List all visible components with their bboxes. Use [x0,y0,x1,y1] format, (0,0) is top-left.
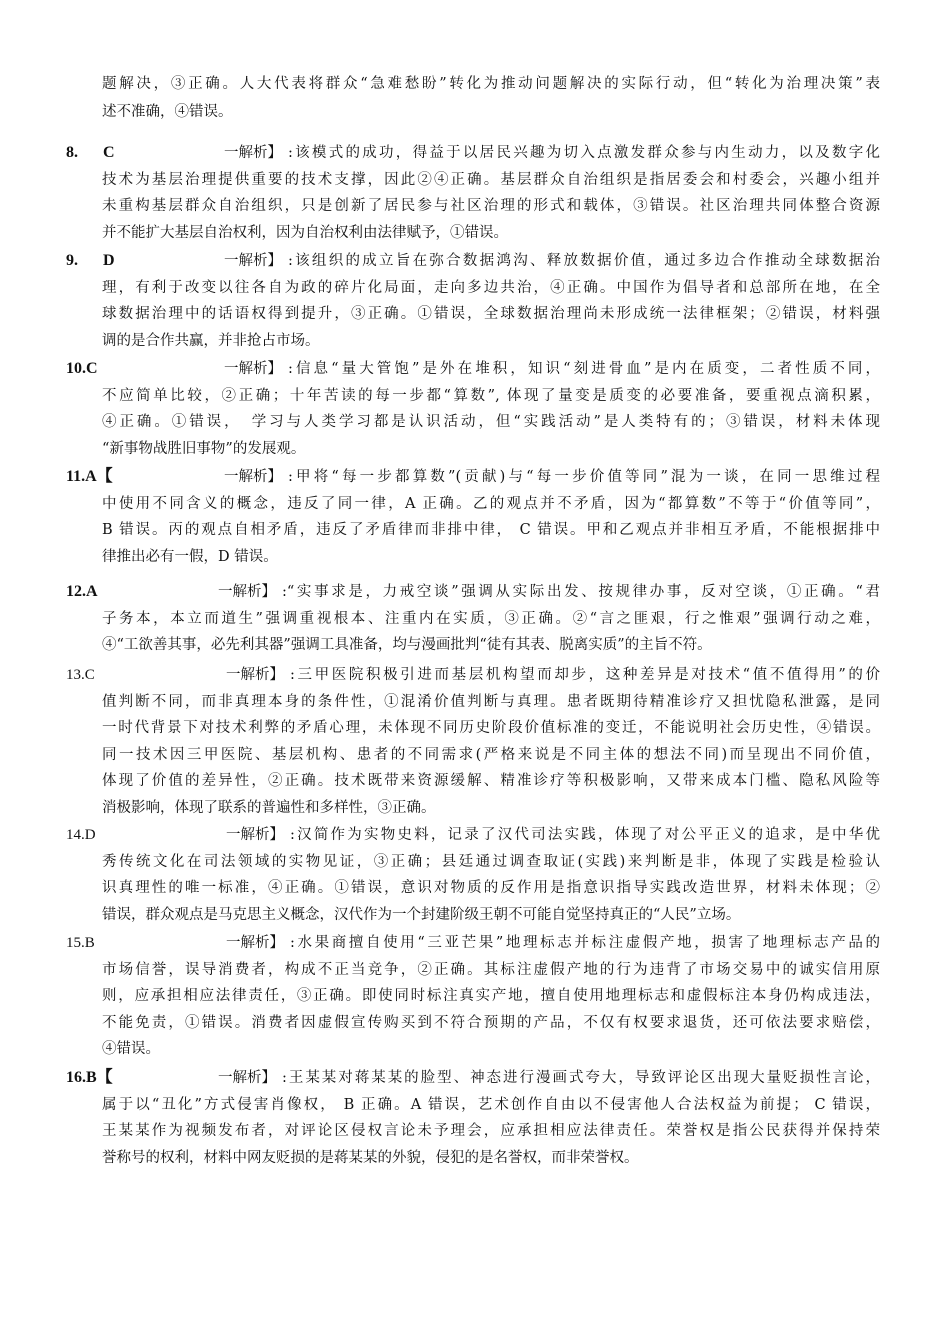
answer-letter: C [103,144,115,161]
analysis-label: 一解析】 [224,469,282,485]
text-line: 并不能扩大基层自治权利，因为自治权利由法律赋予，①错误。 [102,224,508,241]
answer-letter: D [103,252,115,269]
text-line: 球数据治理中的话语权得到提升，③正确。①错误，全球数据治理尚未形成统一法律框架；②错误，材料强 [102,306,880,322]
answer-item-11 [66,464,880,570]
text-line: :王某某对蒋某某的脸型、神态进行漫画式夸大，导致评论区出现大量贬损性言论， [282,1070,880,1086]
text-line: B 错误。丙的观点自相矛盾，违反了矛盾律而非排中律， C 错误。甲和乙观点并非相互矛盾，不能根据排中 [102,522,880,538]
text-line: 律推出必有一假，D 错误。 [102,548,278,565]
question-number: 16.B【 [66,1069,113,1086]
answer-item-12 [66,579,880,659]
text-line: 子务本，本立而道生”强调重视根本、注重内在实质，③正确。②“言之匪艰，行之惟艰”强调行动之难， [102,610,880,627]
text-line: 不应简单比较，②正确；十年苦读的每一步都“算数”, 体现了量变是质变的必要准备，要重视点滴积累， [102,387,880,404]
text-line: 属于以“丑化”方式侵害肖像权， B 正确。A 错误，艺术创作自由以不侵害他人合法权益为前提； C 错误， [102,1096,880,1113]
text-line: “新事物战胜旧事物”的发展观。 [102,440,306,457]
text-line: 值判断不同，而非真理本身的条件性，①混淆价值判断与真理。患者既期待精准诊疗又担忧隐私泄露，是同 [102,693,880,710]
text-line: ④正确。①错误， 学习与人类学习都是认识活动，但“实践活动”是人类特有的；③错误，材料未体现 [102,414,880,430]
analysis-label: 一解析】 [218,1070,276,1086]
text-line: :水果商擅自使用“三亚芒果”地理标志并标注虚假产地，损害了地理标志产品的 [290,935,880,951]
text-line: 秀传统文化在司法领域的实物见证，③正确；县廷通过调查取证(实践)来判断是非，体现了实践是检验认 [102,853,880,870]
text-line: 誉称号的权利，材料中网友贬损的是蒋某某的外貌，侵犯的是名誉权，而非荣誉权。 [102,1149,639,1166]
question-number: 12.A [66,583,98,600]
analysis-label: 一解析】 [224,361,282,377]
text-line: 错误，群众观点是马克思主义概念，汉代作为一个封建阶级王朝不可能自觉坚持真正的“人民”立场。 [102,906,741,923]
text-line: 王某某作为视频发布者，对评论区侵权言论未予理会，应承担相应法律责任。荣誉权是指公民获得并保持荣 [102,1123,880,1139]
answer-item-13 [66,662,880,821]
text-line: 一时代背景下对技术利弊的矛盾心理，未体现不同历史阶段价值标准的变迁，不能说明社会历史性，④错误。 [102,720,880,736]
text-line: :信息“量大管饱”是外在堆积，知识“刻进骨血”是内在质变，二者性质不同， [288,361,880,377]
continuation-paragraph [102,70,880,126]
answer-item-14 [66,822,880,928]
analysis-label: 一解析】 [226,667,284,683]
text-line: 市场信誉，误导消费者，构成不正当竞争，②正确。其标注虚假产地的行为违背了市场交易中的诚实信用原 [102,961,880,978]
analysis-label: 一解析】 [218,584,276,600]
text-line: 消极影响，体现了联系的普遍性和多样性，③正确。 [102,799,436,816]
text-line: :甲将“每一步都算数”(贡献)与“每一步价值等同”混为一谈，在同一思维过程 [288,469,880,485]
answer-item-16 [66,1065,880,1171]
analysis-label: 一解析】 [224,253,282,269]
text-line: 不能免责，①错误。消费者因虚假宣传购买到不符合预期的产品，不仅有权要求退货，还可依法要求赔偿， [102,1014,880,1031]
text-line: ④错误。 [102,1041,160,1057]
text-line: 调的是合作共赢，并非抢占市场。 [102,332,320,349]
answer-item-9 [66,248,880,354]
text-line: 体现了价值的差异性，②正确。技术既带来资源缓解、精准诊疗等积极影响，又带来成本门槛、隐私风险等 [102,773,880,789]
text-line: 同一技术因三甲医院、基层机构、患者的不同需求(严格来说是不同主体的想法不同)而呈现出不同价值， [102,746,880,763]
text-line: 理，有利于改变以往各自为政的碎片化局面，走向多边共治，④正确。中国作为倡导者和总部所在地，在全 [102,279,880,296]
analysis-label: 一解析】 [226,827,284,843]
question-number: 13.C [66,667,95,683]
answer-item-8 [66,140,880,246]
question-number: 10.C [66,360,98,377]
question-number: 15.B [66,935,95,951]
analysis-label: 一解析】 [224,145,282,161]
answer-item-15 [66,930,880,1063]
text-line: 述不准确，④错误。 [102,104,233,120]
text-line: 未重构基层群众自治组织，只是创新了居民参与社区治理的形式和载体，③错误。社区治理共同体整合资源 [102,198,880,214]
text-line: :“实事求是，力戒空谈”强调从实际出发、按规律办事，反对空谈，①正确。“君 [282,584,880,600]
question-number: 9. [66,252,78,269]
question-number: 11.A【 [66,468,113,485]
text-line: 识真理性的唯一标准，④正确。①错误，意识对物质的反作用是指意识指导实践改造世界，材料未体现；② [102,880,880,896]
text-line: ④“工欲善其事，必先利其器”强调工具准备，均与漫画批判“徒有其表、脱离实质”的主旨不符。 [102,637,712,653]
text-line: 则，应承担相应法律责任，③正确。即使同时标注真实产地，擅自使用地理标志和虚假标注本身仍构成违法， [102,988,880,1004]
question-number: 8. [66,144,78,161]
analysis-label: 一解析】 [226,935,284,951]
text-line: :该组织的成立旨在弥合数据鸿沟、释放数据价值，通过多边合作推动全球数据治 [288,253,880,269]
text-line: :汉简作为实物史料，记录了汉代司法实践，体现了对公平正义的追求，是中华优 [290,827,880,843]
text-line: 题解决，③正确。人大代表将群众“急难愁盼”转化为推动问题解决的实际行动，但“转化为治理决策”表 [102,76,880,92]
text-line: :三甲医院积极引进而基层机构望而却步，这种差异是对技术“值不值得用”的价 [290,667,880,683]
answer-item-10 [66,356,880,462]
text-line: 技术为基层治理提供重要的技术支撑，因此②④正确。基层群众自治组织是指居委会和村委会，兴趣小组并 [102,171,880,188]
text-line: :该模式的成功，得益于以居民兴趣为切入点激发群众参与内生动力，以及数字化 [288,145,880,161]
question-number: 14.D [66,827,96,843]
text-line: 中使用不同含义的概念，违反了同一律，A 正确。乙的观点并不矛盾，因为“都算数”不等于“价值等同”， [102,495,880,512]
